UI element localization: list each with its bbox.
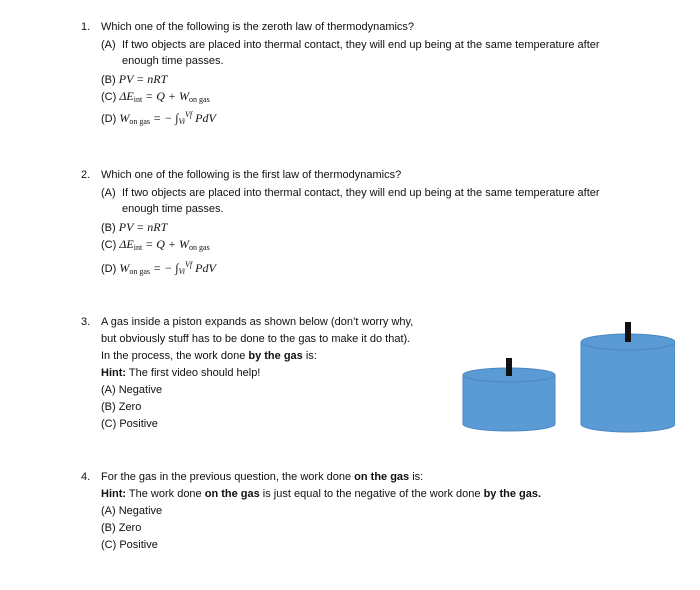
q1-question: Which one of the following is the zeroth law of thermodynamics? xyxy=(101,21,415,33)
q1-number: 1. xyxy=(81,21,91,33)
q3-option-a: (A) Negative xyxy=(101,384,163,396)
q1-option-c-eq: $\Delta E_{int} = Q + W_{on gas}$ xyxy=(119,89,210,104)
q4-option-a: (A) Negative xyxy=(101,505,163,517)
q2-option-a-label: (A) xyxy=(101,187,116,199)
q4-number: 4. xyxy=(81,471,91,483)
small-cylinder xyxy=(463,358,555,431)
q3-line-3: In the process, the work done by the gas is: xyxy=(101,350,317,362)
q2-number: 2. xyxy=(81,169,91,181)
q4-option-c: (C) Positive xyxy=(101,539,158,551)
q2-option-b-label: (B) xyxy=(101,222,116,234)
q3-number: 3. xyxy=(81,316,91,328)
q1-option-c-label: (C) xyxy=(101,91,117,103)
q1-option-b-eq: PV = nRT xyxy=(118,72,168,86)
large-cylinder xyxy=(581,322,675,432)
q1-option-a-text-2: enough time passes. xyxy=(122,55,224,67)
q2-question: Which one of the following is the first law of thermodynamics? xyxy=(101,169,402,181)
q3-line-2: but obviously stuff has to be done to the gas to make it do that). xyxy=(101,333,411,345)
q1-option-b xyxy=(101,72,167,87)
q2-option-c-label: (C) xyxy=(101,239,117,251)
q3-line-1: A gas inside a piston expands as shown below (don’t worry why, xyxy=(101,316,414,328)
q3-option-b: (B) Zero xyxy=(101,401,142,413)
q4-hint: Hint: The work done on the gas is just equal to the negative of the work done by the gas. xyxy=(101,488,542,500)
q1-option-a-text-1: If two objects are placed into thermal contact, they will end up being at the same temperature after xyxy=(122,39,600,51)
q3-option-c: (C) Positive xyxy=(101,418,158,430)
q2-option-b xyxy=(101,220,167,235)
q4-option-b: (B) Zero xyxy=(101,522,142,534)
q2-option-a-text-2: enough time passes. xyxy=(122,203,224,215)
q1-option-d xyxy=(101,108,216,129)
q2-option-c xyxy=(101,237,210,255)
q1-option-b-label: (B) xyxy=(101,74,116,86)
q2-option-a-text-1: If two objects are placed into thermal contact, they will end up being at the same temperature after xyxy=(122,187,600,199)
q2-option-c-eq: $\Delta E_{int} = Q + W_{on gas}$ xyxy=(119,237,210,252)
small-piston-handle xyxy=(506,358,512,376)
q1-option-d-eq: $W_{on gas}$ = − $\int_{Vi}^{Vf}$ PdV xyxy=(119,110,216,126)
q3-hint: Hint: The first video should help! xyxy=(101,367,261,379)
q2-option-d-label: (D) xyxy=(101,263,117,275)
q1-option-c xyxy=(101,89,210,107)
q4-line-1: For the gas in the previous question, the work done on the gas is: xyxy=(101,471,424,483)
q1-option-a-label: (A) xyxy=(101,39,116,51)
q2-option-d xyxy=(101,258,216,279)
q1-option-d-label: (D) xyxy=(101,113,117,125)
q2-option-d-eq: $W_{on gas}$ = − $\int_{Vi}^{Vf}$ PdV xyxy=(119,260,216,276)
q2-option-b-eq: PV = nRT xyxy=(118,220,168,234)
large-piston-handle xyxy=(625,322,631,342)
piston-diagram xyxy=(455,318,675,440)
